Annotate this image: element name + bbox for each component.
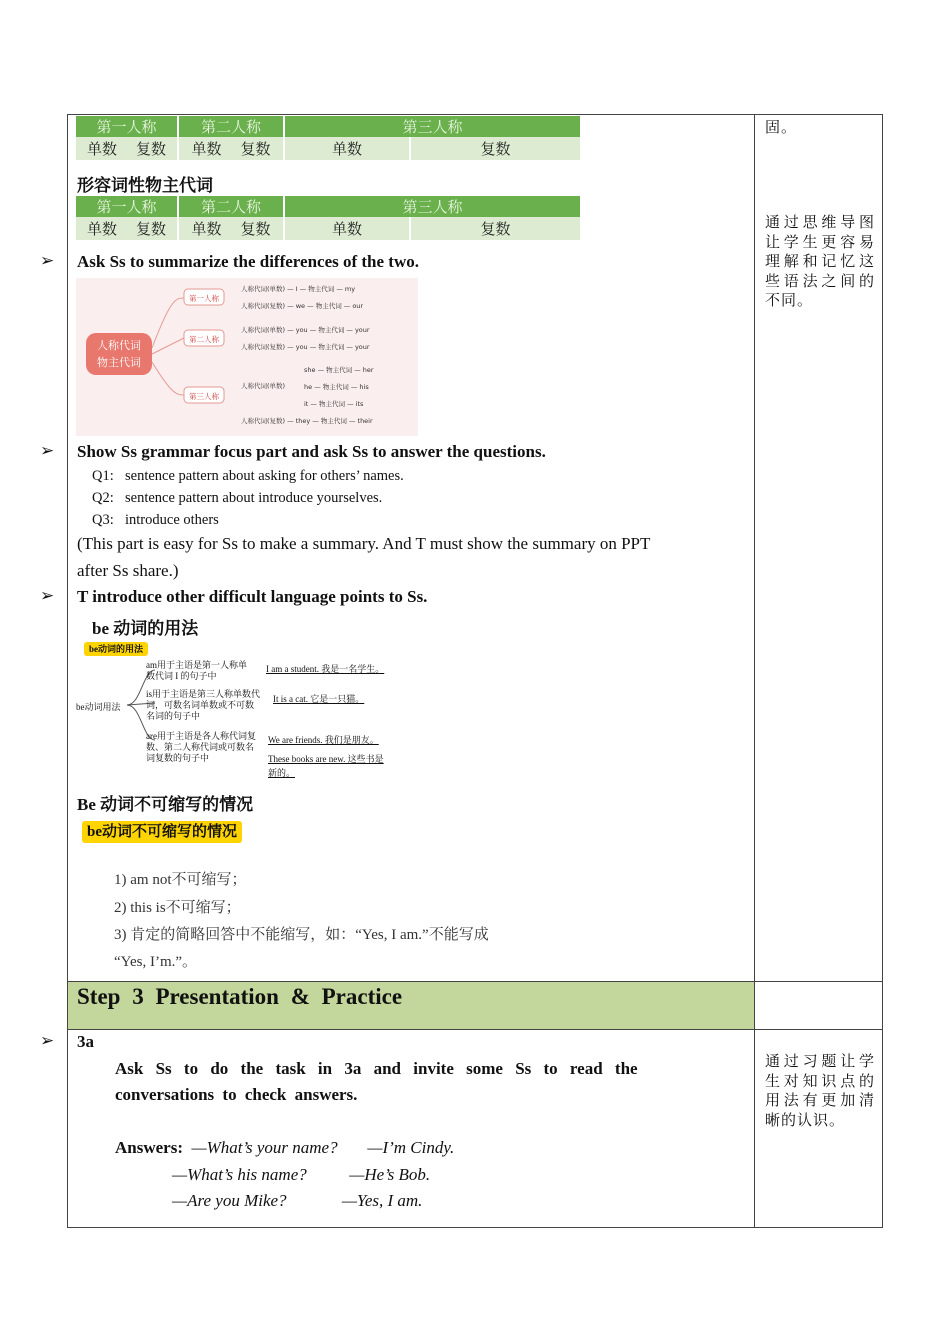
sub-cell: 单数	[284, 217, 410, 240]
is-rule: is用于主语是第三人称单数代 词，可数名词单数或不可数 名词的句子中	[146, 689, 261, 721]
row-divider	[67, 981, 883, 982]
mindmap-leaf: he — 物主代词 — his	[304, 383, 369, 391]
note-text: after Ss share.)	[77, 561, 179, 580]
mindmap-leaf: 人称代词(复数) — they — 物主代词 — their	[241, 417, 373, 425]
sub-cell: 复数	[410, 137, 581, 160]
are-rule: are用于主语是各人称代词复 数、第二人称代词或可数名 词复数的句子中	[146, 731, 256, 763]
mindmap-leaf: she — 物主代词 — her	[304, 366, 374, 374]
be-usage-title: be 动词的用法	[92, 619, 199, 638]
task-text: Ask Ss to do the task in 3a and invite some Ss to read the	[115, 1059, 638, 1078]
sub-cell: 单数	[284, 137, 410, 160]
are-example: These books are new. 这些书是 新的。	[268, 754, 384, 778]
header-cell: 第二人称	[178, 116, 284, 137]
no-contraction-title: Be 动词不可缩写的情况	[77, 795, 254, 814]
am-example: I am a student. 我是一名学生。	[266, 664, 385, 674]
bullet-arrow-icon: ➢	[40, 251, 55, 271]
question-item: Q3: introduce others	[92, 512, 219, 528]
mindmap-node-text: 第三人称	[189, 392, 219, 401]
no-contraction-tag: be动词不可缩写的情况	[82, 821, 242, 843]
mindmap-leaf: 人称代词(单数)	[241, 382, 286, 390]
row-divider	[67, 1029, 883, 1030]
sub-cell: 单数 复数	[178, 137, 284, 160]
be-usage-tag: be动词的用法	[84, 642, 148, 656]
bullet-arrow-icon: ➢	[40, 586, 55, 606]
bullet-arrow-icon: ➢	[40, 441, 55, 461]
mindmap-node-text: 第一人称	[189, 294, 219, 303]
side-note-2: 通过思维导图让学生更容易理解和记忆这些语法之间的不同。	[765, 213, 875, 309]
bullet-text: Ask Ss to summarize the differences of the two.	[77, 252, 419, 271]
question-item: Q2: sentence pattern about introduce yourselves.	[92, 490, 383, 506]
task-text: conversations to check answers.	[115, 1085, 358, 1104]
header-cell: 第一人称	[76, 116, 178, 137]
no-contraction-figure	[76, 818, 526, 974]
am-rule: am用于主语是第一人称单 数代词 I 的句子中	[146, 660, 247, 681]
note-text: (This part is easy for Ss to make a summary. And T must show the summary on PPT	[77, 534, 651, 553]
column-divider	[754, 114, 755, 1228]
answer-line: —Are you Mike? —Yes, I am.	[172, 1191, 423, 1210]
adj-pronoun-title: 形容词性物主代词	[77, 176, 213, 196]
bullet-arrow-icon: ➢	[40, 1031, 55, 1051]
rule-line: 2) this is不可缩写；	[114, 900, 241, 916]
sub-cell: 复数	[410, 217, 581, 240]
mindmap-leaf: 人称代词(单数) — you — 物主代词 — your	[241, 326, 370, 334]
mindmap-leaf: 人称代词(单数) — I — 物主代词 — my	[241, 285, 356, 293]
bullet-text: Show Ss grammar focus part and ask Ss to answer the questions.	[77, 442, 546, 461]
mindmap-branch	[152, 338, 184, 354]
pronoun-table	[76, 116, 582, 160]
mindmap-node-text: 第二人称	[189, 335, 219, 344]
header-cell: 第三人称	[284, 116, 581, 137]
mindmap-center-text: 物主代词	[97, 356, 141, 369]
rule-line: 1) am not不可缩写；	[114, 872, 247, 888]
pronoun-mindmap	[76, 278, 418, 436]
answer-line: —What’s his name? —He’s Bob.	[172, 1165, 431, 1184]
be-usage-figure	[76, 640, 406, 785]
rule-line: 3) 肯定的简略回答中不能缩写，如：“Yes, I am.”不能写成	[114, 927, 489, 943]
side-note-3: 通过习题让学生对知识点的用法有更加清晰的认识。	[765, 1052, 875, 1129]
task-label: 3a	[77, 1032, 94, 1051]
be-root: be动词用法	[76, 702, 121, 712]
mindmap-leaf: 人称代词(复数) — we — 物主代词 — our	[241, 302, 364, 310]
bullet-text: T introduce other difficult language points to Ss.	[77, 587, 428, 606]
sub-cell: 单数 复数	[178, 217, 284, 240]
mindmap-leaf: 人称代词(复数) — you — 物主代词 — your	[241, 343, 370, 351]
header-cell: 第一人称	[76, 196, 178, 217]
mindmap-center-text: 人称代词	[97, 339, 141, 352]
mindmap-branch	[152, 362, 184, 395]
sub-cell: 单数 复数	[76, 137, 178, 160]
question-item: Q1: sentence pattern about asking for others’ names.	[92, 468, 404, 484]
is-example: It is a cat. 它是一只猫。	[273, 694, 365, 704]
header-cell: 第二人称	[178, 196, 284, 217]
possessive-table	[76, 196, 582, 240]
rule-line: “Yes, I’m.”。	[114, 954, 198, 970]
answer-line: Answers: —What’s your name? —I’m Cindy.	[115, 1138, 455, 1157]
mindmap-leaf: it — 物主代词 — its	[304, 400, 364, 408]
side-note-1: 固。	[765, 118, 798, 136]
sub-cell: 单数 复数	[76, 217, 178, 240]
step-title: Step 3 Presentation & Practice	[77, 984, 403, 1009]
are-example: We are friends. 我们是朋友。	[268, 735, 379, 745]
header-cell: 第三人称	[284, 196, 581, 217]
